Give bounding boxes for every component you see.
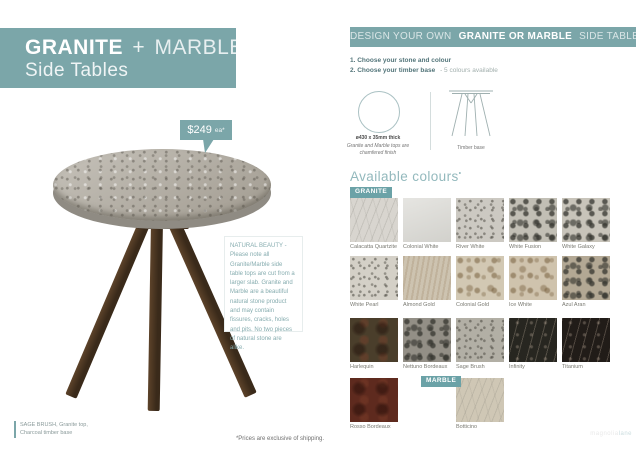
tabletop-size-caption: ø430 x 35mm thick — [355, 135, 401, 141]
swatch-label: Azul Aran — [562, 302, 586, 308]
swatch-image — [456, 318, 504, 362]
tabletop-surface — [53, 149, 271, 221]
page-title — [0, 28, 244, 88]
swatch-image — [562, 198, 610, 242]
step-2-note: - 5 colours available — [440, 67, 498, 74]
swatch-image — [509, 256, 557, 300]
price-value: $249 — [187, 124, 212, 136]
table-leg-left — [65, 215, 152, 399]
swatch-image — [350, 256, 398, 300]
design-banner — [350, 27, 640, 47]
price-tag — [180, 120, 232, 140]
colours-heading-mark: • — [458, 170, 462, 178]
swatch-azul-aran — [562, 256, 610, 308]
swatch-label: Titanium — [562, 364, 583, 370]
swatch-image — [403, 198, 451, 242]
photo-caption-line2: Charcoal timber base — [20, 430, 73, 437]
swatch-almond-gold — [403, 256, 451, 308]
swatch-image — [456, 378, 504, 422]
swatch-label: Sage Brush — [456, 364, 485, 370]
page-title-line1 — [25, 36, 244, 60]
swatch-calacatta-quartzite — [350, 198, 398, 250]
swatch-image — [350, 318, 398, 362]
swatch-colonial-gold — [456, 256, 504, 308]
table-leg-middle — [148, 221, 163, 411]
swatch-image — [562, 256, 610, 300]
swatch-label: Calacatta Quartzite — [350, 244, 398, 250]
banner-post: SIDE TABLE — [579, 31, 640, 42]
price-tag-pointer — [203, 139, 214, 153]
swatch-label: Harlequin — [350, 364, 374, 370]
watermark-light: magnolia — [590, 431, 619, 437]
swatch-label: White Fusion — [509, 244, 542, 250]
swatch-image — [403, 318, 451, 362]
swatch-label: Rosso Bordeaux — [350, 424, 391, 430]
swatch-label: River White — [456, 244, 485, 250]
marble-tag: MARBLE — [421, 376, 461, 387]
price-disclaimer: *Prices are exclusive of shipping. — [235, 436, 325, 442]
photo-caption-line1: SAGE BRUSH, Granite top, — [20, 422, 88, 428]
tabletop-finish-caption: Granite and Marble tops are chamfered finish — [346, 143, 410, 156]
swatch-label: Colonial White — [403, 244, 439, 250]
swatch-image — [456, 198, 504, 242]
available-colours-text: Available colours — [350, 169, 459, 184]
swatch-image — [509, 318, 557, 362]
swatch-image — [350, 198, 398, 242]
swatch-image — [456, 256, 504, 300]
banner-bold: GRANITE OR MARBLE — [458, 31, 573, 42]
swatch-image — [403, 256, 451, 300]
swatch-label: Infinity — [509, 364, 525, 370]
title-marble: MARBLE — [154, 36, 244, 59]
swatch-sage-brush — [456, 318, 504, 370]
swatch-ice-white — [509, 256, 557, 308]
page-watermark — [590, 431, 632, 437]
swatch-river-white — [456, 198, 504, 250]
swatch-label: Colonial Gold — [456, 302, 490, 308]
swatch-colonial-white — [403, 198, 451, 250]
swatch-rosso-bordeaux — [350, 378, 398, 430]
swatch-label: Almond Gold — [403, 302, 435, 308]
step-1: 1. Choose your stone and colour — [350, 57, 452, 64]
swatch-harlequin — [350, 318, 398, 370]
swatch-label: White Galaxy — [562, 244, 595, 250]
available-colours-heading — [350, 169, 461, 184]
diagram-divider — [430, 92, 431, 150]
swatch-image — [562, 318, 610, 362]
banner-pre: DESIGN YOUR OWN — [350, 31, 452, 42]
page-subtitle: Side Tables — [25, 60, 129, 81]
photo-caption — [14, 421, 88, 438]
granite-tag: GRANITE — [350, 187, 392, 198]
swatch-label: Nettuno Bordeaux — [403, 364, 448, 370]
step-2-label: 2. Choose your timber base — [350, 67, 436, 74]
swatch-nettuno-bordeaux — [403, 318, 451, 370]
title-plus: + — [132, 36, 146, 59]
price-unit: ea* — [214, 127, 225, 134]
timber-base-caption: Timber base — [457, 145, 485, 151]
swatch-white-fusion — [509, 198, 557, 250]
title-granite: GRANITE — [25, 36, 123, 59]
swatch-white-galaxy — [562, 198, 610, 250]
swatch-label: Botticino — [456, 424, 478, 430]
swatch-label: White Pearl — [350, 302, 379, 308]
swatch-white-pearl — [350, 256, 398, 308]
natural-beauty-note: NATURAL BEAUTY - Please note all Granite/Marble side table tops are cut from a larger slab. Granite and Marble are a beautiful natural stone product and may contain fissures, cracks, holes and pits. No two pieces of natural stone are alike. — [224, 236, 303, 332]
tabletop-diagram-icon — [358, 91, 400, 133]
swatch-image — [350, 378, 398, 422]
swatch-infinity — [509, 318, 557, 370]
swatch-label: Ice White — [509, 302, 532, 308]
timber-base-diagram-icon — [448, 88, 494, 145]
watermark-accent: lane — [618, 431, 632, 437]
swatch-botticino — [456, 378, 504, 430]
swatch-titanium — [562, 318, 610, 370]
step-2 — [350, 67, 498, 74]
swatch-image — [509, 198, 557, 242]
